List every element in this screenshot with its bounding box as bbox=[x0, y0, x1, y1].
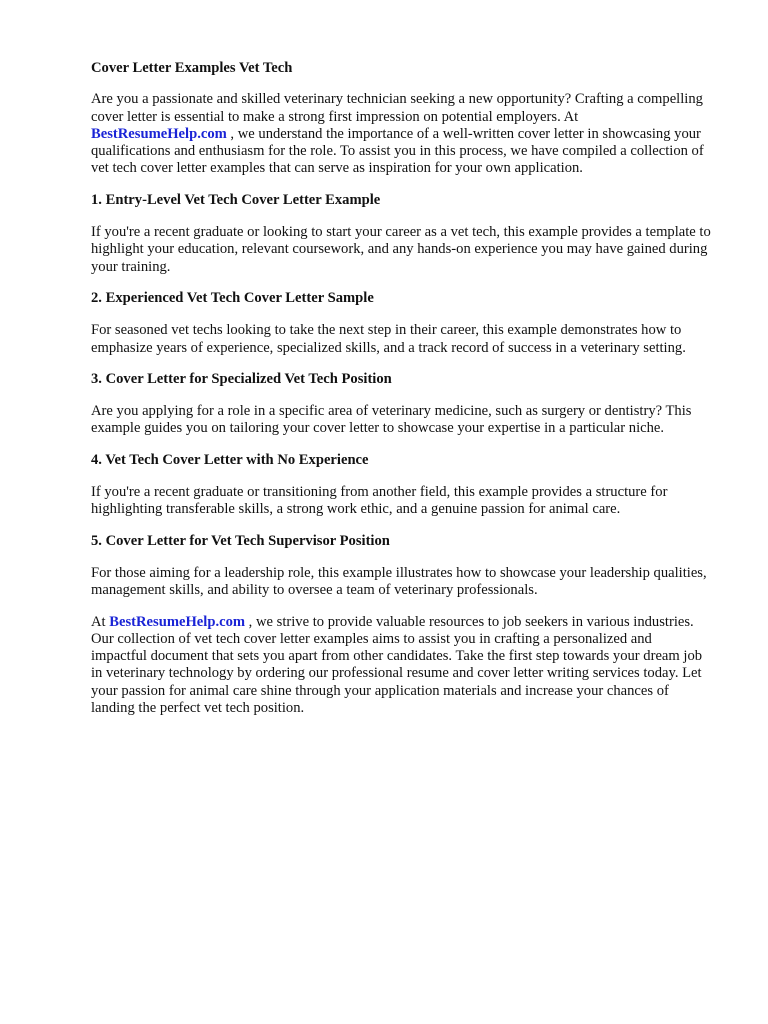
section-4-heading: 4. Vet Tech Cover Letter with No Experience bbox=[91, 451, 369, 468]
closing-text-end: , we strive to provide valuable resources to job seekers in various industries. Our collection of vet tech cover letter examples aims to assist you in crafting a personalized and impactful document that sets you apart from other candidates. Take the first step towards your dream job in veterinary technology by ordering our professional resume and cover letter writing services today. Let your passion for animal care shine through your application materials and increase your chances of landing the perfect vet tech position. bbox=[91, 613, 703, 717]
section-2-heading: 2. Experienced Vet Tech Cover Letter Sample bbox=[91, 289, 374, 306]
intro-text-start: Are you a passionate and skilled veterinary technician seeking a new opportunity? Crafting a compelling cover letter is essential to make a strong first impression on potential employers. At bbox=[91, 91, 703, 125]
closing-paragraph bbox=[91, 614, 711, 718]
closing-text-start: At bbox=[91, 613, 110, 630]
intro-bestresumehelp-link[interactable]: BestResumeHelp.com bbox=[91, 125, 227, 142]
intro-text-end: , we understand the importance of a well-written cover letter in showcasing your qualifications and enthusiasm for the role. To assist you in this process, we have compiled a collection of vet tech cover letter examples that can serve as inspiration for your own application. bbox=[91, 125, 704, 177]
section-5-heading: 5. Cover Letter for Vet Tech Supervisor Position bbox=[91, 532, 390, 549]
section-1-body: If you're a recent graduate or looking to start your career as a vet tech, this example provides a template to highlight your education, relevant coursework, and any hands-on experience you may have gained during your training. bbox=[91, 224, 711, 275]
closing-bestresumehelp-link[interactable]: BestResumeHelp.com bbox=[109, 613, 246, 630]
document-page bbox=[91, 60, 711, 731]
section-5-body: For those aiming for a leadership role, this example illustrates how to showcase your leadership qualities, management skills, and ability to oversee a team of veterinary professionals. bbox=[91, 564, 707, 599]
document-title: Cover Letter Examples Vet Tech bbox=[91, 60, 293, 76]
section-2-body: For seasoned vet techs looking to take the next step in their career, this example demonstrates how to emphasize years of experience, specialized skills, and a track record of success in a veterinary setting. bbox=[91, 322, 686, 356]
intro-paragraph bbox=[91, 91, 711, 177]
section-4-body: If you're a recent graduate or transitioning from another field, this example provides a structure for highlighting transferable skills, a strong work ethic, and a genuine passion for animal care. bbox=[91, 484, 668, 518]
section-3-body: Are you applying for a role in a specific area of veterinary medicine, such as surgery or dentistry? This example guides you on tailoring your cover letter to showcase your expertise in a particular niche. bbox=[91, 403, 692, 437]
section-3-heading: 3. Cover Letter for Specialized Vet Tech Position bbox=[91, 370, 392, 387]
section-1-heading: 1. Entry-Level Vet Tech Cover Letter Example bbox=[91, 191, 381, 208]
